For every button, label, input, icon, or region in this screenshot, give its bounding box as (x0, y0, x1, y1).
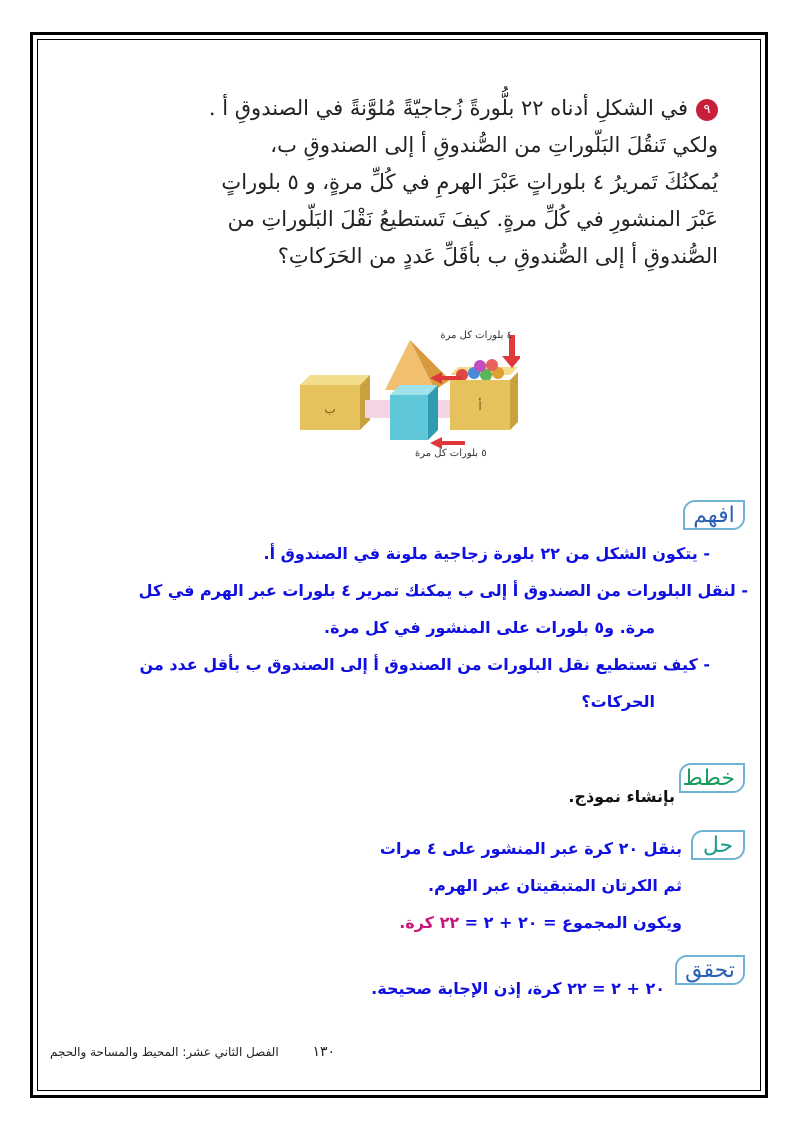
understand-line-3a: - كيف تستطيع نقل البلورات من الصندوق أ إلى الصندوق ب بأقل عدد من (139, 655, 710, 674)
tag-understand: افهم (683, 500, 745, 530)
solve-result: ٢٢ كرة. (399, 913, 460, 932)
box-b-letter: ب (324, 402, 336, 416)
problem-line-1-text: في الشكلِ أدناه ٢٢ بلُّورةً زُجاجيّةً مُلوَّنةً في الصندوقِ أ . (208, 96, 688, 120)
down-arrow-icon (502, 356, 520, 368)
marble (486, 359, 498, 371)
box-a-side (510, 372, 518, 430)
understand-line-1: - يتكون الشكل من ٢٢ بلورة زجاجية ملونة في الصندوق أ. (263, 544, 710, 563)
problem-line-1 (78, 90, 718, 127)
marble (474, 360, 486, 372)
solve-line-3 (399, 904, 682, 941)
problem-text (78, 90, 718, 275)
label-five-per-move: ٥ بلورات كل مرة (415, 448, 487, 459)
boxes-figure (290, 330, 520, 465)
prism-front (390, 395, 428, 440)
understand-line-3b: الحركات؟ (581, 692, 655, 711)
page-footer (50, 1044, 335, 1060)
tag-solve: حل (691, 830, 745, 860)
plan-text: بإنشاء نموذج. (568, 787, 675, 806)
solve-line-1: بنقل ٢٠ كرة عبر المنشور على ٤ مرات (379, 839, 682, 858)
understand-line-2b: مرة. و٥ بلورات على المنشور في كل مرة. (324, 618, 655, 637)
page-number: ١٣٠ (312, 1044, 336, 1060)
problem-line-5: الصُّندوقِ أ إلى الصُّندوقِ ب بأقَلِّ عَددٍ من الحَرَكاتِ؟ (277, 244, 718, 268)
check-text: ٢٠ + ٢ = ٢٢ كرة، إذن الإجابة صحيحة. (371, 979, 665, 998)
label-four-per-move: ٤ بلورات كل مرة (440, 330, 512, 341)
problem-line-4: عَبْرَ المنشورِ في كُلِّ مرةٍ. كيفَ تَستطيعُ نَقْلَ البَلّوراتِ من (227, 207, 718, 231)
solve-line-2: ثم الكرتان المتبقيتان عبر الهرم. (427, 876, 682, 895)
understand-line-2a: - لنقل البلورات من الصندوق أ إلى ب يمكنك تمرير ٤ بلورات عبر الهرم في كل (138, 581, 748, 600)
solve-line-3-text: ويكون المجموع = ٢٠ + ٢ = (464, 913, 682, 932)
tag-plan: خطط (679, 763, 745, 793)
question-number-badge: ٩ (696, 99, 718, 121)
problem-line-2: ولكي تَنقُلَ البَلّوراتِ من الصُّندوقِ أ إلى الصندوقِ ب، (270, 133, 718, 157)
box-b-top (300, 375, 370, 385)
tag-check: تحقق (675, 955, 745, 985)
boxes-illustration (290, 330, 520, 465)
chapter-title: الفصل الثاني عشر: المحيط والمساحة والحجم (50, 1045, 279, 1059)
problem-line-3: يُمكنُكَ تَمريرُ ٤ بلوراتٍ عَبْرَ الهرمِ في كُلِّ مرةٍ، و ٥ بلوراتٍ (221, 170, 718, 194)
box-a-letter: أ (478, 399, 482, 413)
